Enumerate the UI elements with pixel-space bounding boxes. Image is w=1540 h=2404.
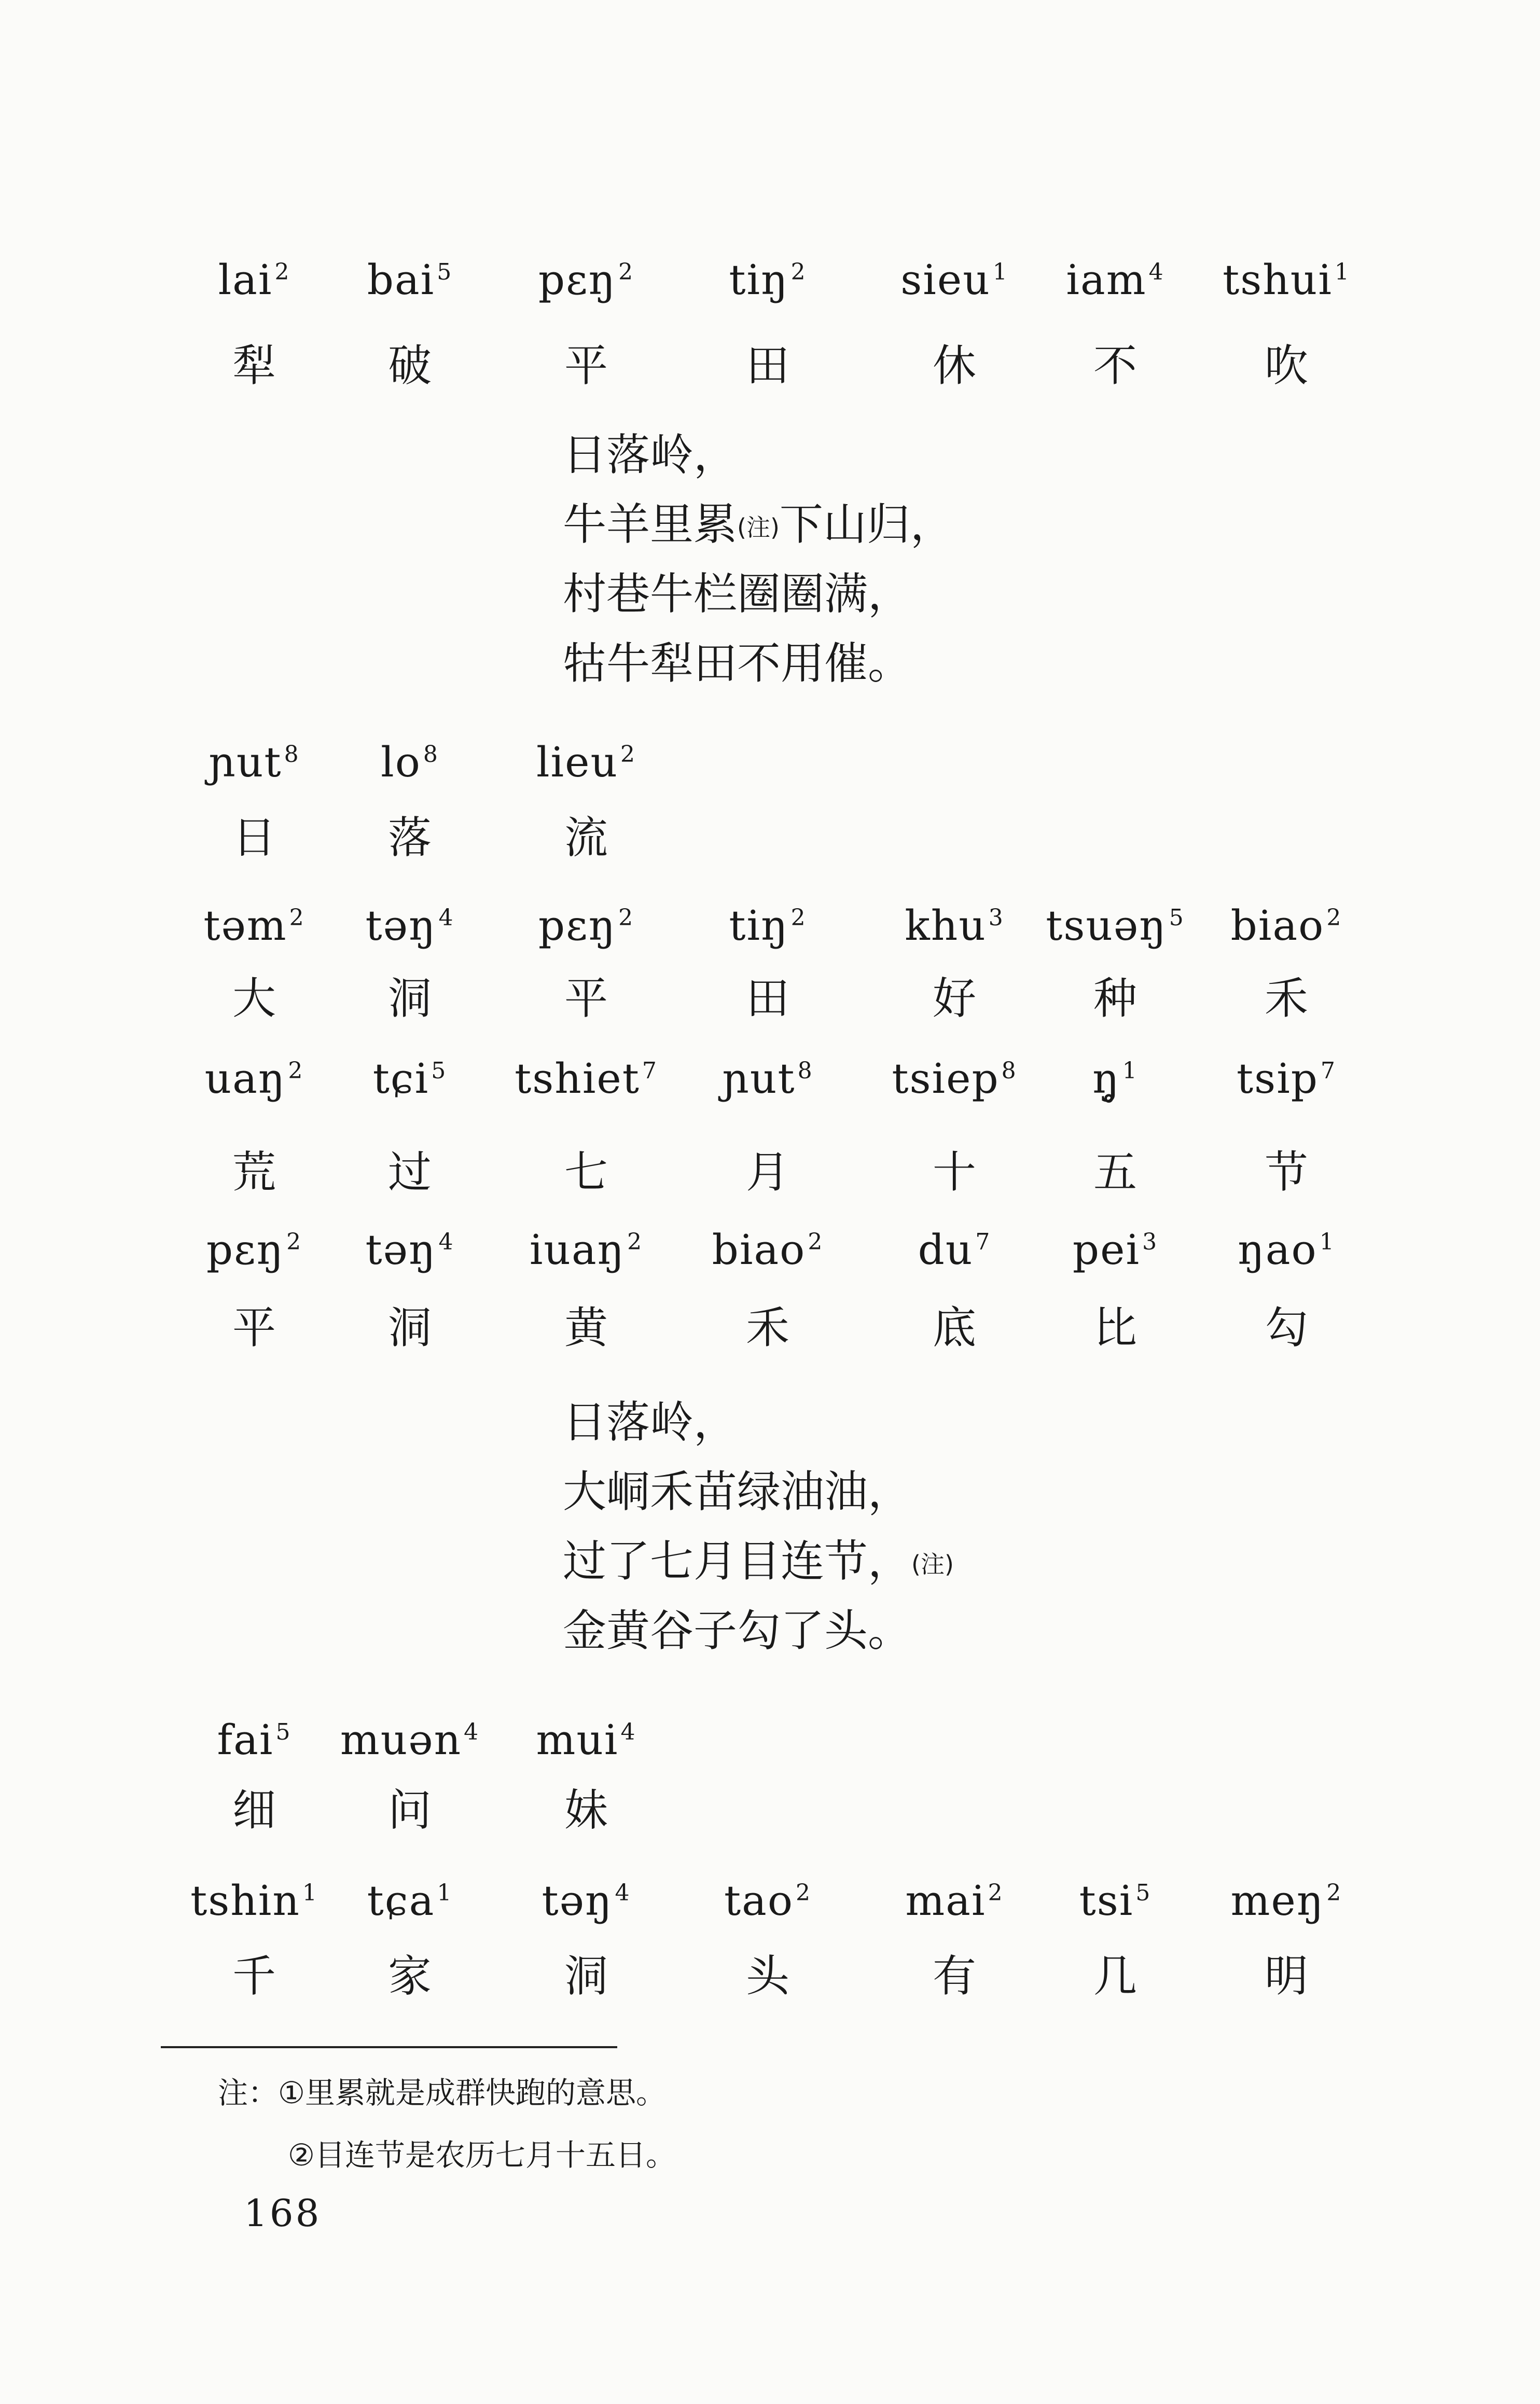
phonetic-syllable: tsuəŋ$^5$ <box>1046 901 1185 950</box>
hanzi-char: 黄 <box>564 1302 608 1353</box>
phonetic-syllable: sieu$^1$ <box>900 256 1008 304</box>
hanzi-char: 流 <box>564 812 608 863</box>
hanzi-char: 禾 <box>745 1302 789 1353</box>
phonetic-syllable: tshin$^1$ <box>190 1877 318 1925</box>
phonetic-syllable: lieu$^2$ <box>536 738 636 786</box>
phonetic-syllable: pɛŋ$^2$ <box>538 901 634 950</box>
phonetic-row-6 <box>176 1714 1369 1766</box>
hanzi-char: 明 <box>1264 1951 1308 2002</box>
hanzi-char: 禾 <box>1264 973 1308 1024</box>
phonetic-row-1 <box>176 254 1369 306</box>
character-row-3 <box>176 972 1369 1024</box>
phonetic-row-4 <box>176 1053 1369 1105</box>
phonetic-syllable: tsi$^5$ <box>1079 1877 1151 1925</box>
hanzi-char: 十 <box>932 1147 976 1198</box>
character-row-4 <box>176 1146 1369 1198</box>
phonetic-syllable: tɕa$^1$ <box>367 1877 453 1925</box>
hanzi-char: 几 <box>1093 1951 1137 2002</box>
phonetic-syllable: $lo^8$ <box>381 738 439 786</box>
poem-line: 金黄谷子勾了头。 <box>563 1605 912 1656</box>
hanzi-char: 平 <box>564 973 608 1024</box>
phonetic-syllable: meŋ$^2$ <box>1230 1877 1342 1925</box>
poem-line: 大峒禾苗绿油油， <box>563 1466 912 1517</box>
phonetic-syllable: pɛŋ$^2$ <box>538 256 634 304</box>
phonetic-syllable: tɕi$^5$ <box>372 1054 447 1103</box>
hanzi-char: 破 <box>387 340 432 391</box>
phonetic-syllable: uaŋ$^2$ <box>204 1054 304 1103</box>
phonetic-row-2 <box>176 737 1369 788</box>
phonetic-syllable: biao$^2$ <box>712 1226 824 1274</box>
phonetic-row-7 <box>176 1875 1369 1927</box>
phonetic-syllable: tao$^2$ <box>724 1877 811 1925</box>
hanzi-char: 落 <box>387 812 432 863</box>
hanzi-char: 比 <box>1093 1302 1137 1353</box>
hanzi-char: 平 <box>564 340 608 391</box>
phonetic-syllable: təŋ$^4$ <box>365 901 454 950</box>
hanzi-char: 头 <box>745 1951 789 2002</box>
phonetic-syllable: biao$^2$ <box>1230 901 1342 950</box>
phonetic-syllable: khu$^3$ <box>905 901 1004 950</box>
footnote-divider <box>161 2046 617 2048</box>
poem-line: 过了七月目连节，(注) <box>563 1536 954 1587</box>
footnote-1: 注：①里累就是成群快跑的意思。 <box>218 2075 666 2110</box>
hanzi-char: 五 <box>1093 1147 1137 1198</box>
phonetic-syllable: ŋ̥$^1$ <box>1092 1054 1138 1103</box>
poem-line: 日落岭， <box>563 1397 738 1448</box>
poem-stanza-2 <box>563 1387 954 1665</box>
poem-line: 牯牛犁田不用催。 <box>563 638 912 689</box>
hanzi-char: 洞 <box>387 973 432 1024</box>
hanzi-char: 平 <box>232 1302 276 1353</box>
hanzi-char: 洞 <box>564 1951 608 2002</box>
hanzi-char: 不 <box>1093 340 1137 391</box>
phonetic-syllable: iuaŋ$^2$ <box>529 1226 643 1274</box>
footnotes <box>218 2062 676 2186</box>
phonetic-row-3 <box>176 900 1369 952</box>
phonetic-syllable: $du^7$ <box>918 1226 991 1274</box>
phonetic-syllable: pei$^3$ <box>1072 1226 1158 1274</box>
note-mark: (注) <box>737 513 780 542</box>
hanzi-char: 日 <box>232 812 276 863</box>
phonetic-syllable: fai$^5$ <box>217 1716 292 1764</box>
hanzi-char: 洞 <box>387 1302 432 1353</box>
hanzi-char: 七 <box>564 1147 608 1198</box>
phonetic-syllable: iam$^4$ <box>1066 256 1164 304</box>
phonetic-syllable: muən$^4$ <box>340 1716 480 1764</box>
hanzi-char: 节 <box>1264 1147 1308 1198</box>
phonetic-syllable: tiŋ$^2$ <box>729 256 807 304</box>
hanzi-char: 荒 <box>232 1147 276 1198</box>
phonetic-syllable: tiŋ$^2$ <box>729 901 807 950</box>
character-row-6 <box>176 1784 1369 1836</box>
hanzi-char: 吹 <box>1264 340 1308 391</box>
hanzi-char: 底 <box>932 1302 976 1353</box>
phonetic-syllable: pɛŋ$^2$ <box>206 1226 302 1274</box>
phonetic-syllable: təŋ$^4$ <box>542 1877 631 1925</box>
hanzi-char: 田 <box>745 340 789 391</box>
hanzi-char: 细 <box>232 1785 276 1836</box>
footnote-2: ②目连节是农历七月十五日。 <box>288 2137 676 2173</box>
phonetic-syllable: lai$^2$ <box>218 256 290 304</box>
phonetic-syllable: tsiep$^8$ <box>892 1054 1017 1103</box>
note-mark: (注) <box>911 1550 954 1579</box>
hanzi-char: 大 <box>232 973 276 1024</box>
phonetic-syllable: bai$^5$ <box>367 256 453 304</box>
poem-stanza-1 <box>563 420 954 698</box>
hanzi-char: 犁 <box>232 340 276 391</box>
character-row-7 <box>176 1950 1369 2002</box>
character-row-5 <box>176 1302 1369 1354</box>
hanzi-char: 千 <box>232 1951 276 2002</box>
character-row-1 <box>176 340 1369 392</box>
poem-line: 日落岭， <box>563 429 738 480</box>
hanzi-char: 有 <box>932 1951 976 2002</box>
phonetic-syllable: ŋao$^1$ <box>1238 1226 1335 1274</box>
hanzi-char: 勾 <box>1264 1302 1308 1353</box>
poem-line: 牛羊里累(注)下山归， <box>563 499 954 550</box>
phonetic-syllable: tsip$^7$ <box>1237 1054 1336 1103</box>
character-row-2 <box>176 812 1369 864</box>
phonetic-syllable: ɲut$^8$ <box>722 1054 813 1103</box>
hanzi-char: 好 <box>932 973 976 1024</box>
poem-line: 村巷牛栏圈圈满， <box>563 568 912 619</box>
phonetic-syllable: mai$^2$ <box>905 1877 1004 1925</box>
phonetic-syllable: ɲut$^8$ <box>209 738 300 786</box>
hanzi-char: 家 <box>387 1951 432 2002</box>
hanzi-char: 月 <box>745 1147 789 1198</box>
hanzi-char: 妹 <box>564 1785 608 1836</box>
hanzi-char: 问 <box>387 1785 432 1836</box>
phonetic-syllable: tshui$^1$ <box>1223 256 1350 304</box>
hanzi-char: 过 <box>387 1147 432 1198</box>
phonetic-syllable: mui$^4$ <box>536 1716 636 1764</box>
page-number: 168 <box>244 2191 322 2235</box>
hanzi-char: 休 <box>932 340 976 391</box>
phonetic-syllable: tshiet$^7$ <box>515 1054 658 1103</box>
phonetic-syllable: təŋ$^4$ <box>365 1226 454 1274</box>
phonetic-row-5 <box>176 1224 1369 1276</box>
hanzi-char: 种 <box>1093 973 1137 1024</box>
hanzi-char: 田 <box>745 973 789 1024</box>
phonetic-syllable: təm$^2$ <box>203 901 305 950</box>
